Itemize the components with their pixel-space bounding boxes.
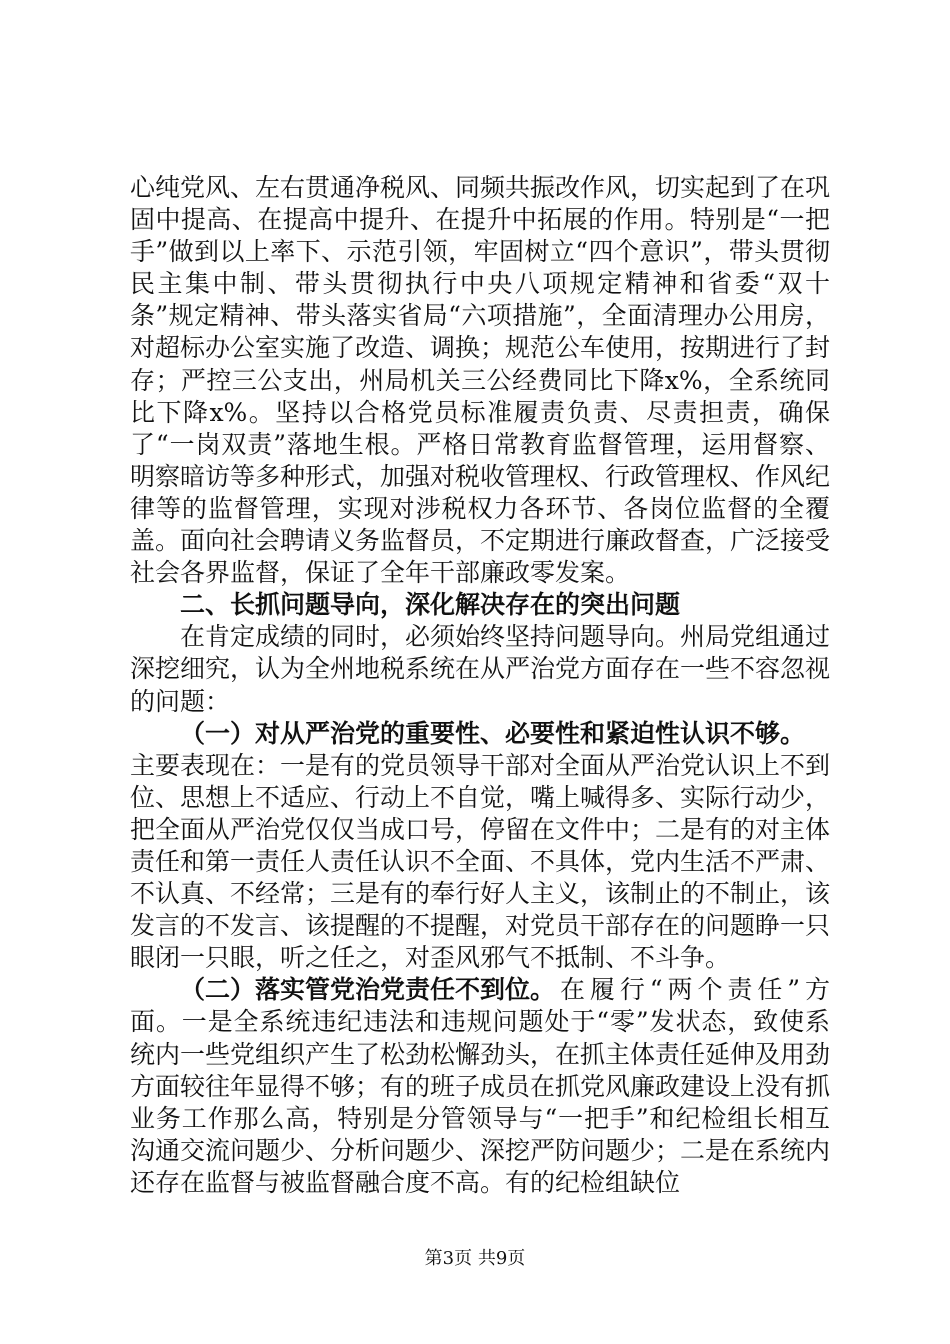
item-2-title: （二）落实管党治党责任不到位。 xyxy=(180,975,556,1005)
paragraph-item-2 xyxy=(130,974,830,1199)
item-2-body: 在履行“两个责任”方面。一是全系统违纪违法和违规问题处于“零”发状态，致使系统内一些党组织产生了松劲松懈劲头，在抓主体责任延伸及用劲方面较往年显得不够；有的班子成员在抓党风廉政建设上没有抓业务工作那么高，特别是分管领导与“一把手”和纪检组长相互沟通交流问题少、分析问题少、深挖严防问题少；二是在系统内还存在监督与被监督融合度不高。有的纪检组缺位 xyxy=(130,975,831,1197)
paragraph-problem-intro: 在肯定成绩的同时，必须始终坚持问题导向。州局党组通过深挖细究，认为全州地税系统在从严治党方面存在一些不容忽视的问题： xyxy=(130,622,831,716)
section-heading-2: 二、长抓问题导向，深化解决存在的突出问题 xyxy=(180,590,681,620)
page-footer: 第3页 共9页 xyxy=(424,1248,526,1269)
item-1-body: 主要表现在：一是有的党员领导干部对全面从严治党认识上不到位、思想上不适应、行动上不自觉，嘴上喊得多、实际行动少，把全面从严治党仅仅当成口号，停留在文件中；二是有的对主体责任和第一责任人责任认识不全面、不具体，党内生活不严肃、不认真、不经常；三是有的奉行好人主义，该制止的不制止，该发言的不发言、该提醒的不提醒，对党员干部存在的问题睁一只眼闭一只眼，听之任之，对歪风邪气不抵制、不斗争。 xyxy=(130,750,831,973)
paragraph-item-1 xyxy=(130,718,830,975)
item-1-title: （一）对从严治党的重要性、必要性和紧迫性认识不够。 xyxy=(180,718,806,748)
document-body xyxy=(130,172,830,1199)
paragraph-continuation: 心纯党风、左右贯通净税风、同频共振改作风，切实起到了在巩固中提高、在提高中提升、在提升中拓展的作用。特别是“一把手”做到以上率下、示范引领，牢固树立“四个意识”，带头贯彻民主集中制、带头贯彻执行中央八项规定精神和省委“双十条”规定精神、带头落实省局“六项措施”，全面清理办公用房，对超标办公室实施了改造、调换；规范公车使用，按期进行了封存；严控三公支出，州局机关三公经费同比下降x%，全系统同比下降x%。坚持以合格党员标准履责负责、尽责担责，确保了“一岗双责”落地生根。严格日常教育监督管理，运用督察、明察暗访等多种形式，加强对税收管理权、行政管理权、作风纪律等的监督管理，实现对涉税权力各环节、各岗位监督的全覆盖。面向社会聘请义务监督员，不定期进行廉政督查，广泛接受社会各界监督，保证了全年干部廉政零发案。 xyxy=(130,173,831,588)
